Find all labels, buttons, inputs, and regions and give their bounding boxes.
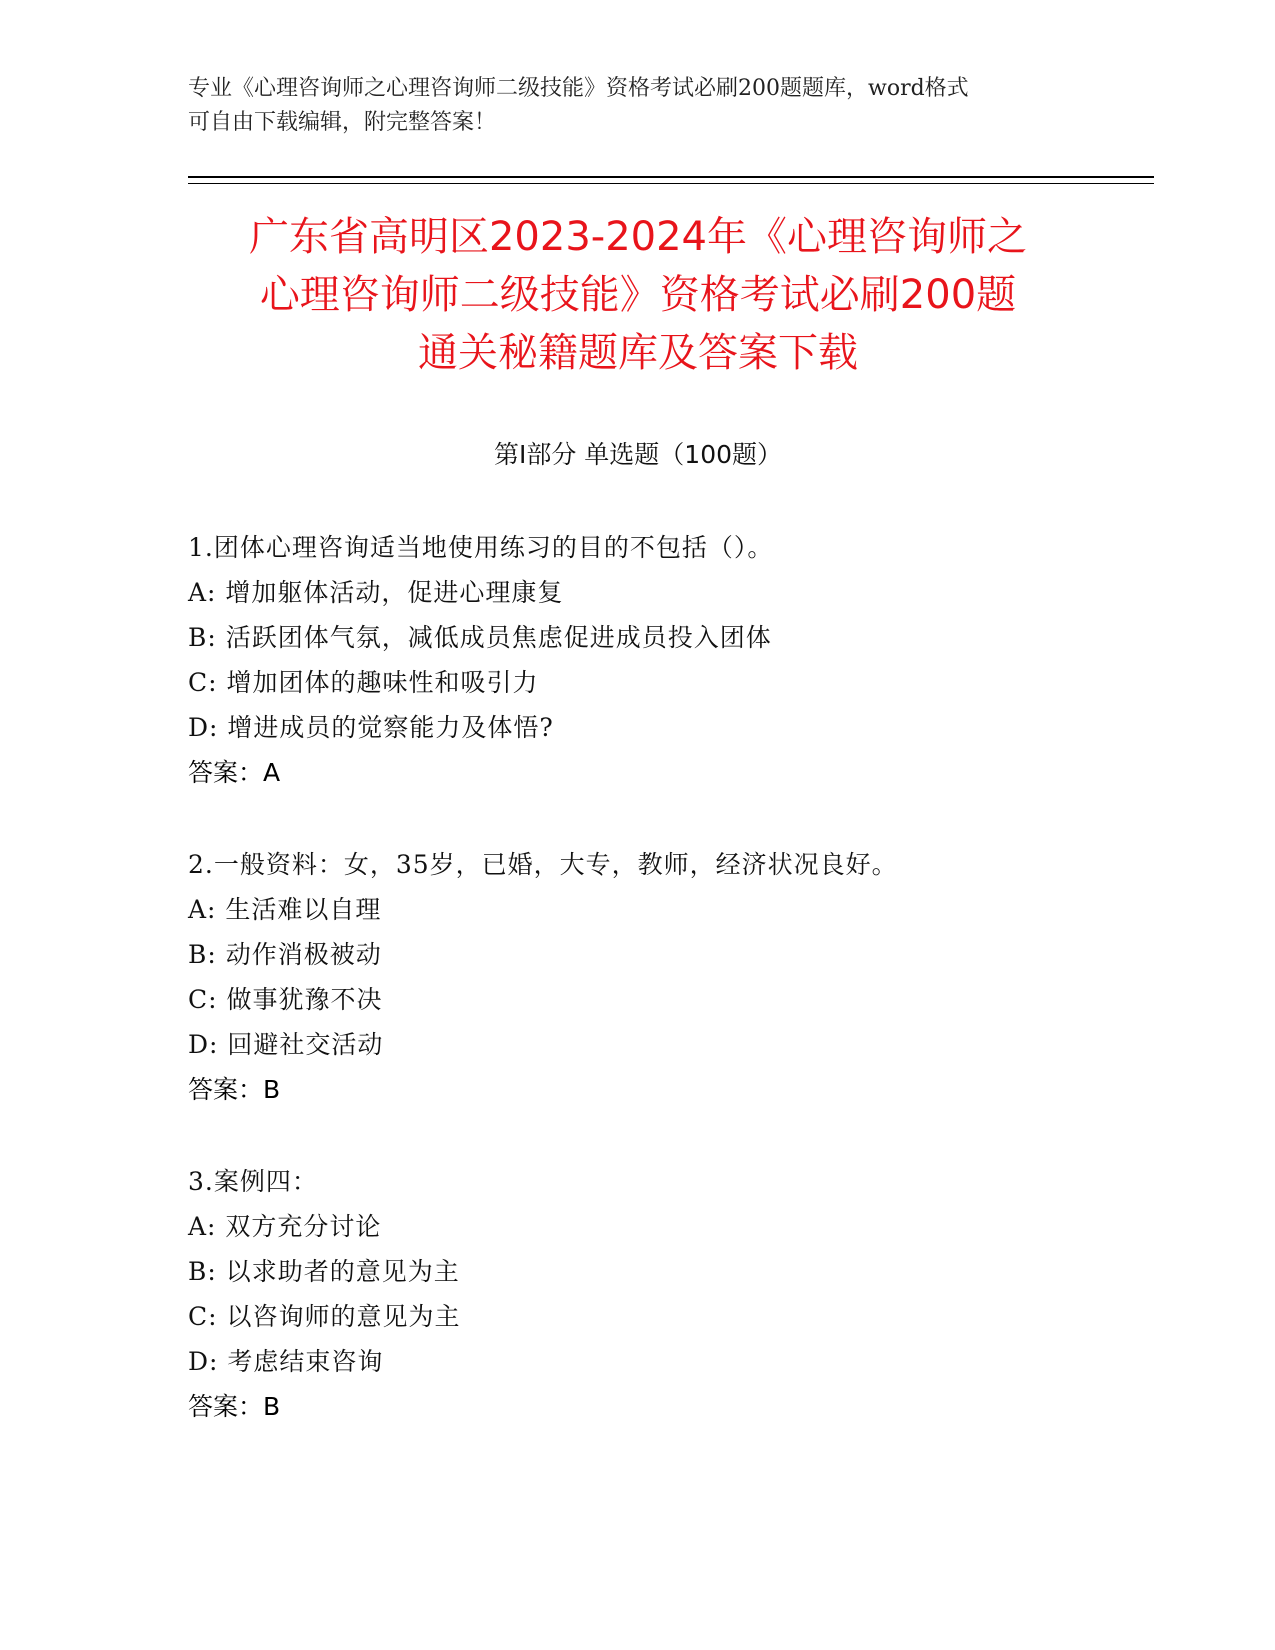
option-c: C: 以咨询师的意见为主 — [188, 1302, 461, 1331]
title-line-1: 广东省高明区2023-2024年《心理咨询师之 — [248, 214, 1028, 260]
option-b: B: 动作消极被动 — [188, 940, 382, 969]
question-stem: 3.案例四： — [188, 1167, 318, 1196]
answer-line: 答案：A — [188, 758, 281, 787]
question-stem: 2.一般资料：女，35岁，已婚，大专，教师，经济状况良好。 — [188, 850, 898, 879]
title-line-2: 心理咨询师二级技能》资格考试必刷200题 — [259, 272, 1017, 318]
option-a: A: 双方充分讨论 — [188, 1212, 382, 1241]
section-title: 第Ⅰ部分 单选题（100题） — [493, 440, 783, 469]
answer-line: 答案：B — [188, 1075, 281, 1104]
option-a: A: 生活难以自理 — [188, 895, 382, 924]
header-note — [188, 72, 1088, 140]
question-stem: 1.团体心理咨询适当地使用练习的目的不包括（）。 — [188, 533, 774, 562]
question-1 — [188, 525, 1088, 795]
option-c: C: 做事犹豫不决 — [188, 985, 383, 1014]
header-note-line-1: 专业《心理咨询师之心理咨询师二级技能》资格考试必刷200题题库，word格式 — [188, 76, 969, 101]
answer-line: 答案：B — [188, 1392, 281, 1421]
option-d: D: 考虑结束咨询 — [188, 1347, 384, 1376]
option-a: A: 增加躯体活动，促进心理康复 — [188, 578, 564, 607]
title-line-3: 通关秘籍题库及答案下载 — [418, 330, 858, 376]
option-b: B: 活跃团体气氛，减低成员焦虑促进成员投入团体 — [188, 623, 772, 652]
question-3 — [188, 1159, 1088, 1429]
header-note-line-2: 可自由下载编辑，附完整答案！ — [188, 110, 497, 135]
header-rule-thin — [188, 183, 1154, 184]
document-title — [188, 208, 1088, 382]
header-rule-thick — [188, 176, 1154, 178]
option-b: B: 以求助者的意见为主 — [188, 1257, 460, 1286]
option-d: D: 增进成员的觉察能力及体悟? — [188, 713, 554, 742]
question-2 — [188, 842, 1088, 1112]
option-c: C: 增加团体的趣味性和吸引力 — [188, 668, 539, 697]
option-d: D: 回避社交活动 — [188, 1030, 384, 1059]
